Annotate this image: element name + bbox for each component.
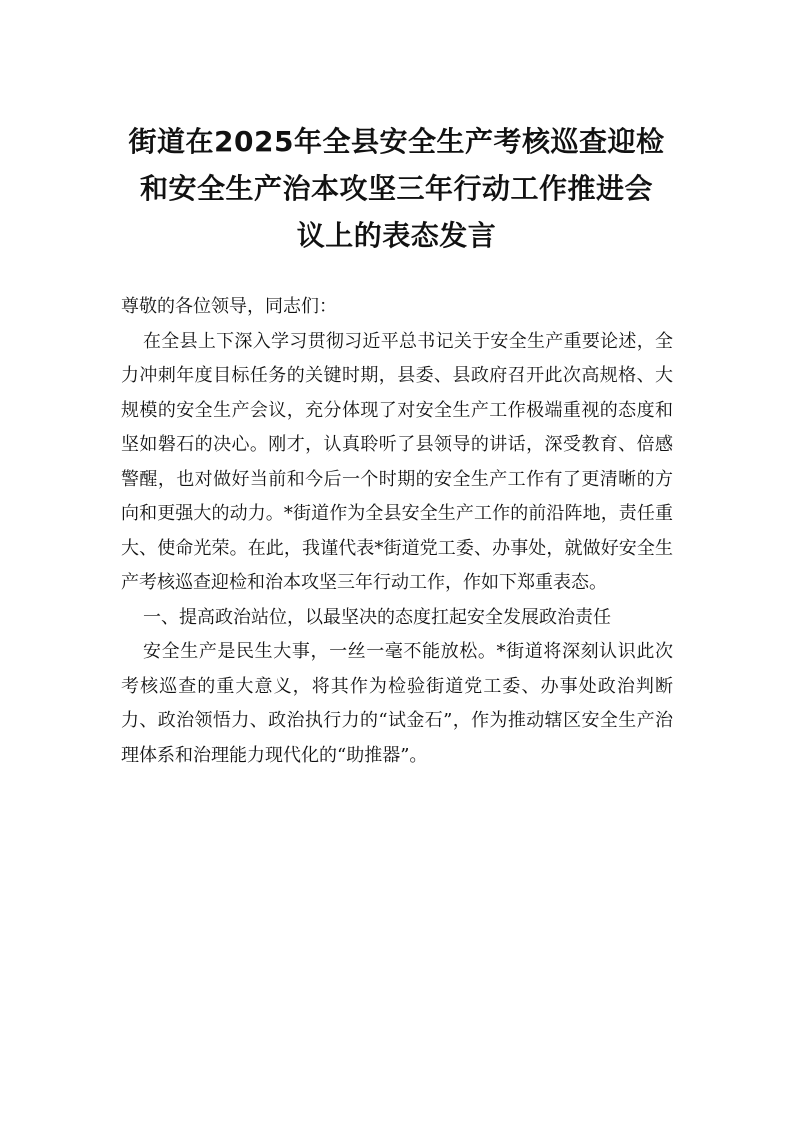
salutation: 尊敬的各位领导，同志们： [121,296,337,317]
document-title [100,118,693,259]
title-line-1: 街道在2025年全县安全生产考核巡查迎检 [128,125,665,158]
section-heading-1: 一、提高政治站位，以最坚决的态度扛起安全发展政治责任 [143,606,611,628]
document-body [121,290,673,773]
paragraph-intro: 在全县上下深入学习贯彻习近平总书记关于安全生产重要论述，全力冲刺年度目标任务的关键时期，县委、县政府召开此次高规格、大规模的安全生产会议，充分体现了对安全生产工作极端重视的态度和坚如磐石的决心。刚才，认真聆听了县领导的讲话，深受教育、倍感警醒，也对做好当前和今后一个时期的安全生产工作有了更清晰的方向和更强大的动力。*街道作为全县安全生产工作的前沿阵地，责任重大、使命光荣。在此，我谨代表*街道党工委、办事处，就做好安全生产考核巡查迎检和治本攻坚三年行动工作，作如下郑重表态。 [121,330,673,593]
title-line-2: 和安全生产治本攻坚三年行动工作推进会 [139,172,653,205]
paragraph-section-1: 安全生产是民生大事，一丝一毫不能放松。*街道将深刻认识此次考核巡查的重大意义，将其作为检验街道党工委、办事处政治判断力、政治领悟力、政治执行力的“试金石”，作为推动辖区安全生产治理体系和治理能力现代化的“助推器”。 [121,641,673,766]
title-line-3: 议上的表态发言 [296,219,497,252]
